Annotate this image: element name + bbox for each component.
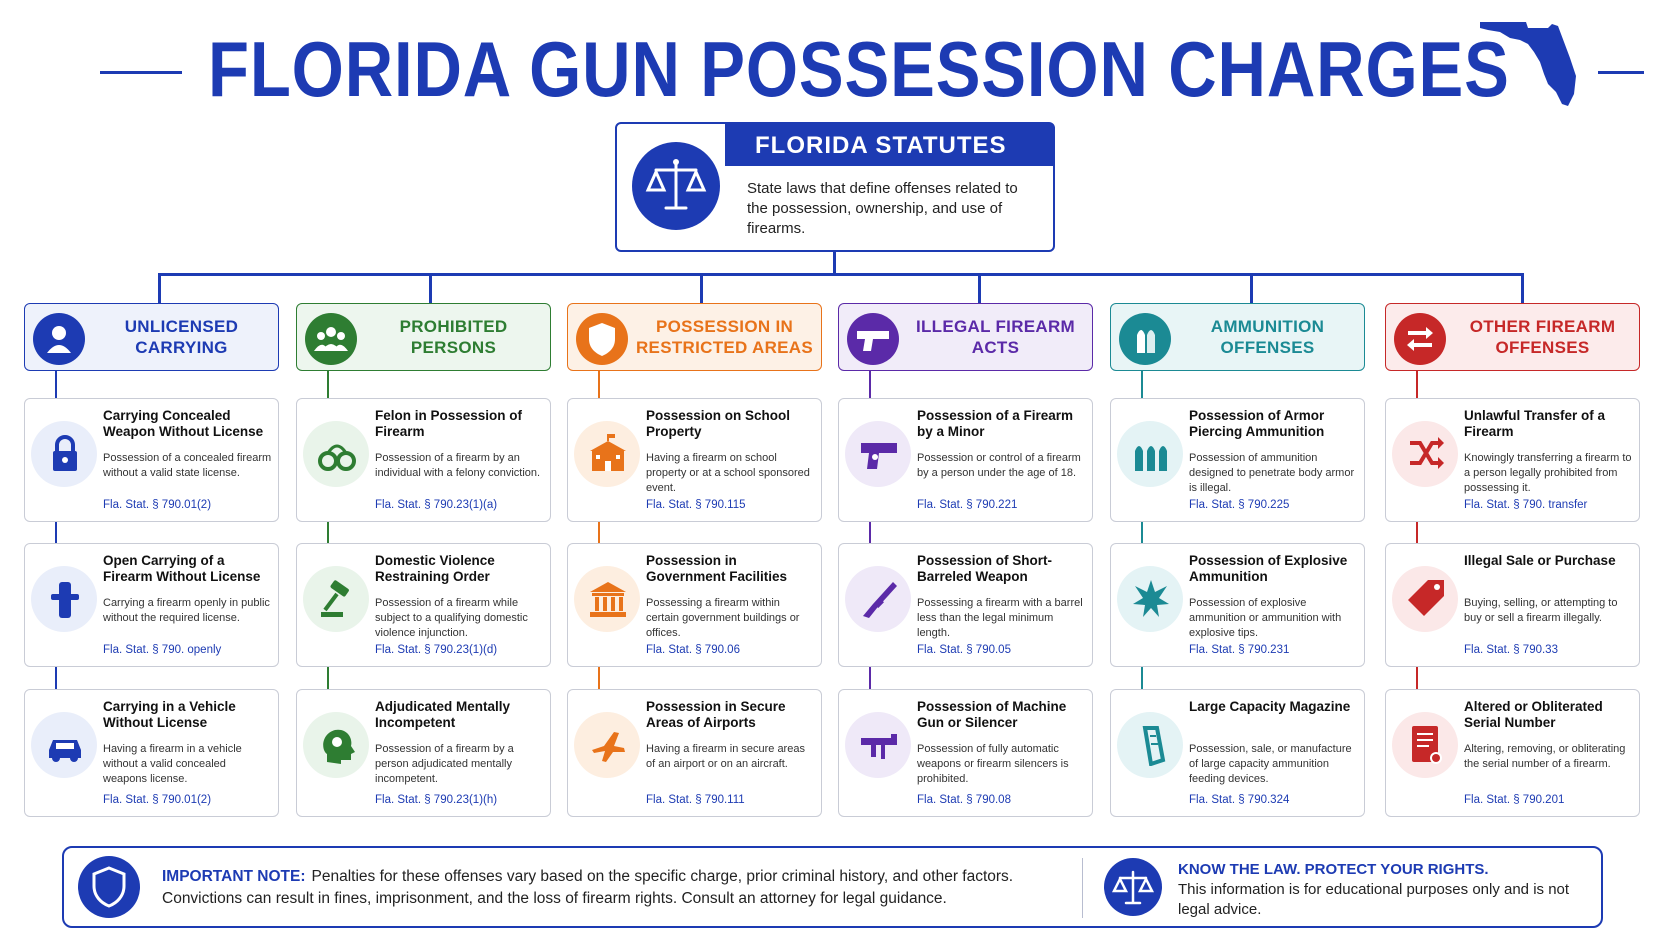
statute-citation: Fla. Stat. § 790.115	[646, 499, 746, 511]
magazine-icon	[1131, 724, 1171, 766]
charge-description: Possession, sale, or manufacture of large capacity ammunition feeding devices.	[1189, 743, 1352, 785]
charge-title: Carrying in a Vehicle Without License	[103, 699, 236, 730]
statute-citation: Fla. Stat. § 790.23(1)(d)	[375, 644, 498, 656]
category-header	[567, 303, 822, 371]
charge-description: Possession of ammunition designed to penetrate body armor is illegal.	[1189, 452, 1355, 494]
statute-citation: Fla. Stat. § 790.05	[917, 644, 1011, 656]
shuffle-icon	[1406, 433, 1446, 475]
charge-title: Possession of a Firearm by a Minor	[917, 408, 1074, 439]
statute-citation: Fla. Stat. § 790.23(1)(h)	[375, 794, 498, 806]
car-icon	[45, 724, 85, 766]
charge-card	[1385, 543, 1640, 667]
category-label-line: AMMUNITION	[1210, 317, 1325, 336]
statute-citation: Fla. Stat. § 790.225	[1189, 499, 1290, 511]
holster-icon	[45, 578, 85, 620]
connector-drop-5	[1250, 273, 1253, 303]
transfer-arrows-icon	[1394, 313, 1446, 365]
handcuffs-icon	[317, 433, 357, 475]
charge-title: Possession of Machine Gun or Silencer	[917, 699, 1067, 730]
charge-title: Adjudicated Mentally Incompetent	[375, 699, 511, 730]
charge-description: Having a firearm in a vehicle without a valid concealed weapons license.	[103, 743, 242, 785]
connector-bus	[158, 273, 1523, 276]
charge-card	[1110, 689, 1365, 817]
florida-map-icon	[1478, 18, 1578, 110]
connector-drop-1	[158, 273, 161, 303]
statute-citation: Fla. Stat. § 790. openly	[103, 644, 222, 656]
person-icon	[33, 313, 85, 365]
connector-drop-4	[978, 273, 981, 303]
statute-citation: Fla. Stat. § 790.33	[1464, 644, 1558, 656]
category-label-line: POSSESSION IN	[655, 317, 794, 336]
charge-description: Altering, removing, or obliterating the serial number of a firearm.	[1464, 743, 1626, 770]
charge-card	[24, 543, 279, 667]
charge-description: Knowingly transferring a firearm to a person legally prohibited from possessing it.	[1464, 452, 1632, 494]
charge-description: Possession of a concealed firearm without a valid state license.	[103, 452, 272, 479]
charge-title: Altered or Obliterated Serial Number	[1464, 699, 1603, 730]
gavel-icon	[317, 578, 357, 620]
charge-description: Carrying a firearm openly in public without the required license.	[103, 597, 270, 624]
footer-divider	[1082, 858, 1083, 918]
important-note-text: Penalties for these offenses vary based on the specific charge, prior criminal history, and other factors. Convictions can result in fines, imprisonment, and the loss of firearm rights. Consult an attorney for legal guidance.	[162, 868, 1014, 907]
charge-card	[296, 543, 551, 667]
charge-card	[296, 689, 551, 817]
column-connector	[1141, 371, 1143, 398]
statutes-heading: FLORIDA STATUTES	[725, 124, 1053, 166]
column-connector	[869, 371, 871, 398]
charge-description: Possessing a firearm with a barrel less than the legal minimum length.	[917, 597, 1083, 639]
charge-description: Possessing a firearm within certain government buildings or offices.	[646, 597, 800, 639]
explosion-icon	[1131, 578, 1171, 620]
statute-citation: Fla. Stat. § 790.08	[917, 794, 1011, 806]
connector-trunk	[833, 252, 836, 274]
handgun-icon	[859, 433, 899, 475]
charge-description: Possession or control of a firearm by a person under the age of 18.	[917, 452, 1081, 479]
category-label-line: UNLICENSED	[124, 317, 239, 336]
category-label-line: OFFENSES	[1495, 338, 1590, 357]
connector-drop-6	[1521, 273, 1524, 303]
airplane-icon	[588, 724, 628, 766]
charge-title: Domestic Violence Restraining Order	[375, 553, 495, 584]
charge-title: Illegal Sale or Purchase	[1464, 553, 1616, 568]
charge-description: Possession of a firearm by an individual with a felony conviction.	[375, 452, 541, 479]
category-label-line: PERSONS	[410, 338, 497, 357]
charge-card	[567, 689, 822, 817]
shotgun-icon	[859, 578, 899, 620]
padlock-icon	[45, 433, 85, 475]
charge-title: Carrying Concealed Weapon Without License	[103, 408, 264, 439]
charge-title: Felon in Possession of Firearm	[375, 408, 523, 439]
category-label-line: OFFENSES	[1220, 338, 1315, 357]
charge-description: Possession of a firearm by a person adjudicated mentally incompetent.	[375, 743, 514, 785]
category-header	[24, 303, 279, 371]
category-label	[903, 316, 1088, 358]
charge-title: Large Capacity Magazine	[1189, 699, 1351, 714]
bullets-icon	[1119, 313, 1171, 365]
statute-citation: Fla. Stat. § 790.201	[1464, 794, 1565, 806]
charge-title: Unlawful Transfer of a Firearm	[1464, 408, 1606, 439]
category-label-line: ACTS	[971, 338, 1020, 357]
connector-drop-2	[429, 273, 432, 303]
statute-citation: Fla. Stat. § 790.111	[646, 794, 745, 806]
column-connector	[1416, 371, 1418, 398]
charge-card	[567, 543, 822, 667]
charge-title: Possession of Short-Barreled Weapon	[917, 553, 1053, 584]
know-the-law-title: KNOW THE LAW. PROTECT YOUR RIGHTS.	[1178, 861, 1489, 878]
charge-card	[1385, 689, 1640, 817]
government-building-icon	[588, 578, 628, 620]
charge-card	[1385, 398, 1640, 522]
important-note-label: IMPORTANT NOTE:	[162, 868, 306, 885]
column-connector	[327, 371, 329, 398]
charge-card	[296, 398, 551, 522]
statute-citation: Fla. Stat. § 790. transfer	[1464, 499, 1588, 511]
head-icon	[317, 724, 357, 766]
charge-title: Open Carrying of a Firearm Without License	[103, 553, 261, 584]
charge-card	[1110, 543, 1365, 667]
charge-card	[838, 689, 1093, 817]
statute-citation: Fla. Stat. § 790.221	[917, 499, 1018, 511]
category-label	[1175, 316, 1360, 358]
charge-description: Possession of explosive ammunition or ammunition with explosive tips.	[1189, 597, 1342, 639]
charge-card	[567, 398, 822, 522]
machine-gun-icon	[859, 724, 899, 766]
statute-citation: Fla. Stat. § 790.23(1)(a)	[375, 499, 498, 511]
school-icon	[588, 433, 628, 475]
page-title: FLORIDA GUN POSSESSION CHARGES	[208, 25, 1510, 113]
statute-citation: Fla. Stat. § 790.324	[1189, 794, 1290, 806]
category-header	[1110, 303, 1365, 371]
statutes-description: State laws that define offenses related to the possession, ownership, and use of firearms.	[747, 180, 1018, 237]
column-connector	[55, 371, 57, 398]
charge-description: Possession of a firearm while subject to a qualifying domestic violence injunction.	[375, 597, 528, 639]
statute-citation: Fla. Stat. § 790.06	[646, 644, 740, 656]
statute-citation: Fla. Stat. § 790.01(2)	[103, 499, 212, 511]
know-the-law	[1178, 860, 1588, 920]
category-label-line: PROHIBITED	[399, 317, 508, 336]
florida-statutes-box	[615, 122, 1055, 252]
statute-citation: Fla. Stat. § 790.01(2)	[103, 794, 212, 806]
column-connector	[1141, 664, 1143, 689]
statute-citation: Fla. Stat. § 790.231	[1189, 644, 1290, 656]
shield-icon	[78, 856, 140, 918]
footer-note	[62, 846, 1603, 928]
charge-card	[24, 689, 279, 817]
charge-card	[838, 398, 1093, 522]
charge-title: Possession of Armor Piercing Ammunition	[1189, 408, 1325, 439]
column-connector	[1416, 664, 1418, 689]
charge-description: Having a firearm in secure areas of an airport or on an aircraft.	[646, 743, 805, 770]
charge-description: Buying, selling, or attempting to buy or sell a firearm illegally.	[1464, 597, 1618, 624]
column-connector	[55, 664, 57, 689]
group-icon	[305, 313, 357, 365]
column-connector	[327, 664, 329, 689]
title-rule-right	[1598, 71, 1644, 74]
charge-title: Possession of Explosive Ammunition	[1189, 553, 1348, 584]
title-rule-left	[100, 71, 182, 74]
price-tag-icon	[1406, 578, 1446, 620]
handgun-icon	[847, 313, 899, 365]
category-header	[296, 303, 551, 371]
category-label	[1450, 316, 1635, 358]
important-note	[162, 866, 1062, 910]
charge-title: Possession in Secure Areas of Airports	[646, 699, 786, 730]
category-header	[1385, 303, 1640, 371]
charge-card	[838, 543, 1093, 667]
column-connector	[598, 664, 600, 689]
category-label-line: OTHER FIREARM	[1469, 317, 1616, 336]
document-icon	[1406, 724, 1446, 766]
category-label	[632, 316, 817, 358]
know-the-law-text: This information is for educational purposes only and is not legal advice.	[1178, 881, 1570, 918]
category-label-line: RESTRICTED AREAS	[635, 338, 814, 357]
category-header	[838, 303, 1093, 371]
category-label-line: ILLEGAL FIREARM	[915, 317, 1076, 336]
bullets-icon	[1131, 433, 1171, 475]
shield-icon	[576, 313, 628, 365]
charge-title: Possession in Government Facilities	[646, 553, 788, 584]
scales-icon	[1104, 858, 1162, 916]
column-connector	[869, 664, 871, 689]
category-label-line: CARRYING	[135, 338, 228, 357]
column-connector	[598, 371, 600, 398]
charge-description: Possession of fully automatic weapons or firearm silencers is prohibited.	[917, 743, 1069, 785]
category-label	[89, 316, 274, 358]
charge-description: Having a firearm on school property or at a school sponsored event.	[646, 452, 810, 494]
charge-card	[24, 398, 279, 522]
connector-drop-3	[700, 273, 703, 303]
scales-icon	[632, 142, 720, 230]
charge-card	[1110, 398, 1365, 522]
title-row	[0, 18, 1672, 118]
category-label	[361, 316, 546, 358]
charge-title: Possession on School Property	[646, 408, 791, 439]
